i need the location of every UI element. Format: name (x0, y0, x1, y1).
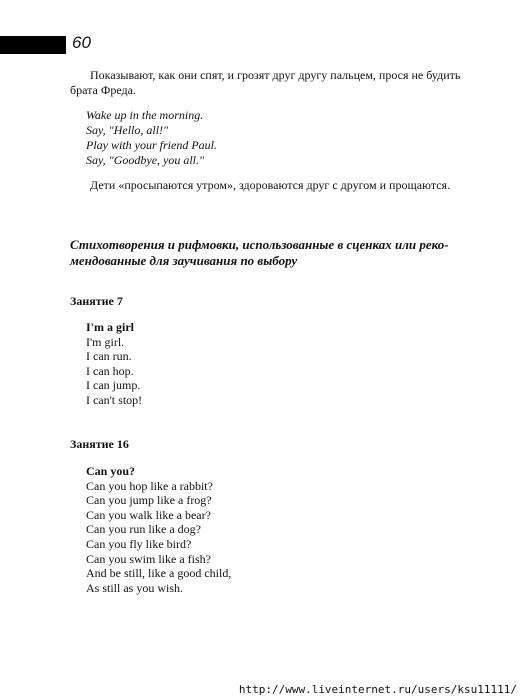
poem-title: Can you? (86, 464, 136, 478)
poem-line: As still as you wish. (86, 580, 184, 595)
poem-line: Can you swim like a fish? (86, 551, 211, 566)
paragraph-instructions (70, 68, 480, 98)
poem-line: Can you walk like a bear? (86, 507, 211, 522)
italic-verse (86, 108, 217, 168)
paragraph-children-action: Дети «просыпаются утром», здороваются друг с другом и прощаются. (90, 178, 451, 192)
poem-line: Can you hop like a rabbit? (86, 478, 213, 493)
paragraph-line: брата Фреда. (70, 83, 136, 97)
poem-line: And be still, like a good child, (86, 566, 232, 581)
poem-line: Can you run like a dog? (86, 522, 201, 537)
verse-line: Wake up in the morning. (86, 108, 204, 122)
verse-line: Play with your friend Paul. (86, 138, 217, 152)
verse-line: Say, "Hello, all!" (86, 123, 169, 137)
heading-line: Стихотворения и рифмовки, использованные в сценках или реко- (70, 237, 449, 252)
watermark-url: http://www.liveinternet.ru/users/ksu11111/ (238, 683, 517, 696)
lesson-label-16: Занятие 16 (70, 437, 129, 451)
poem-line: Can you jump like a frog? (86, 493, 212, 508)
poem-line: I'm girl. (86, 334, 125, 349)
paragraph-line: Показывают, как они спят, и грозят друг другу пальцем, прося не будить (90, 68, 461, 82)
poem-title: I'm a girl (86, 320, 134, 334)
lesson-label-7: Занятие 7 (70, 294, 123, 308)
poem-can-you (86, 464, 231, 595)
page-header-bar (0, 36, 66, 54)
heading-line: мендованные для заучивания по выбору (70, 253, 298, 268)
poem-line: I can hop. (86, 363, 134, 378)
poem-line: I can't stop! (86, 392, 143, 407)
poem-line: I can run. (86, 349, 132, 364)
poem-im-a-girl (86, 320, 142, 408)
poem-line: Can you fly like bird? (86, 536, 192, 551)
section-heading (70, 237, 470, 269)
page-number: 60 (72, 33, 91, 52)
verse-line: Say, "Goodbye, you all." (86, 153, 205, 167)
poem-line: I can jump. (86, 378, 141, 393)
